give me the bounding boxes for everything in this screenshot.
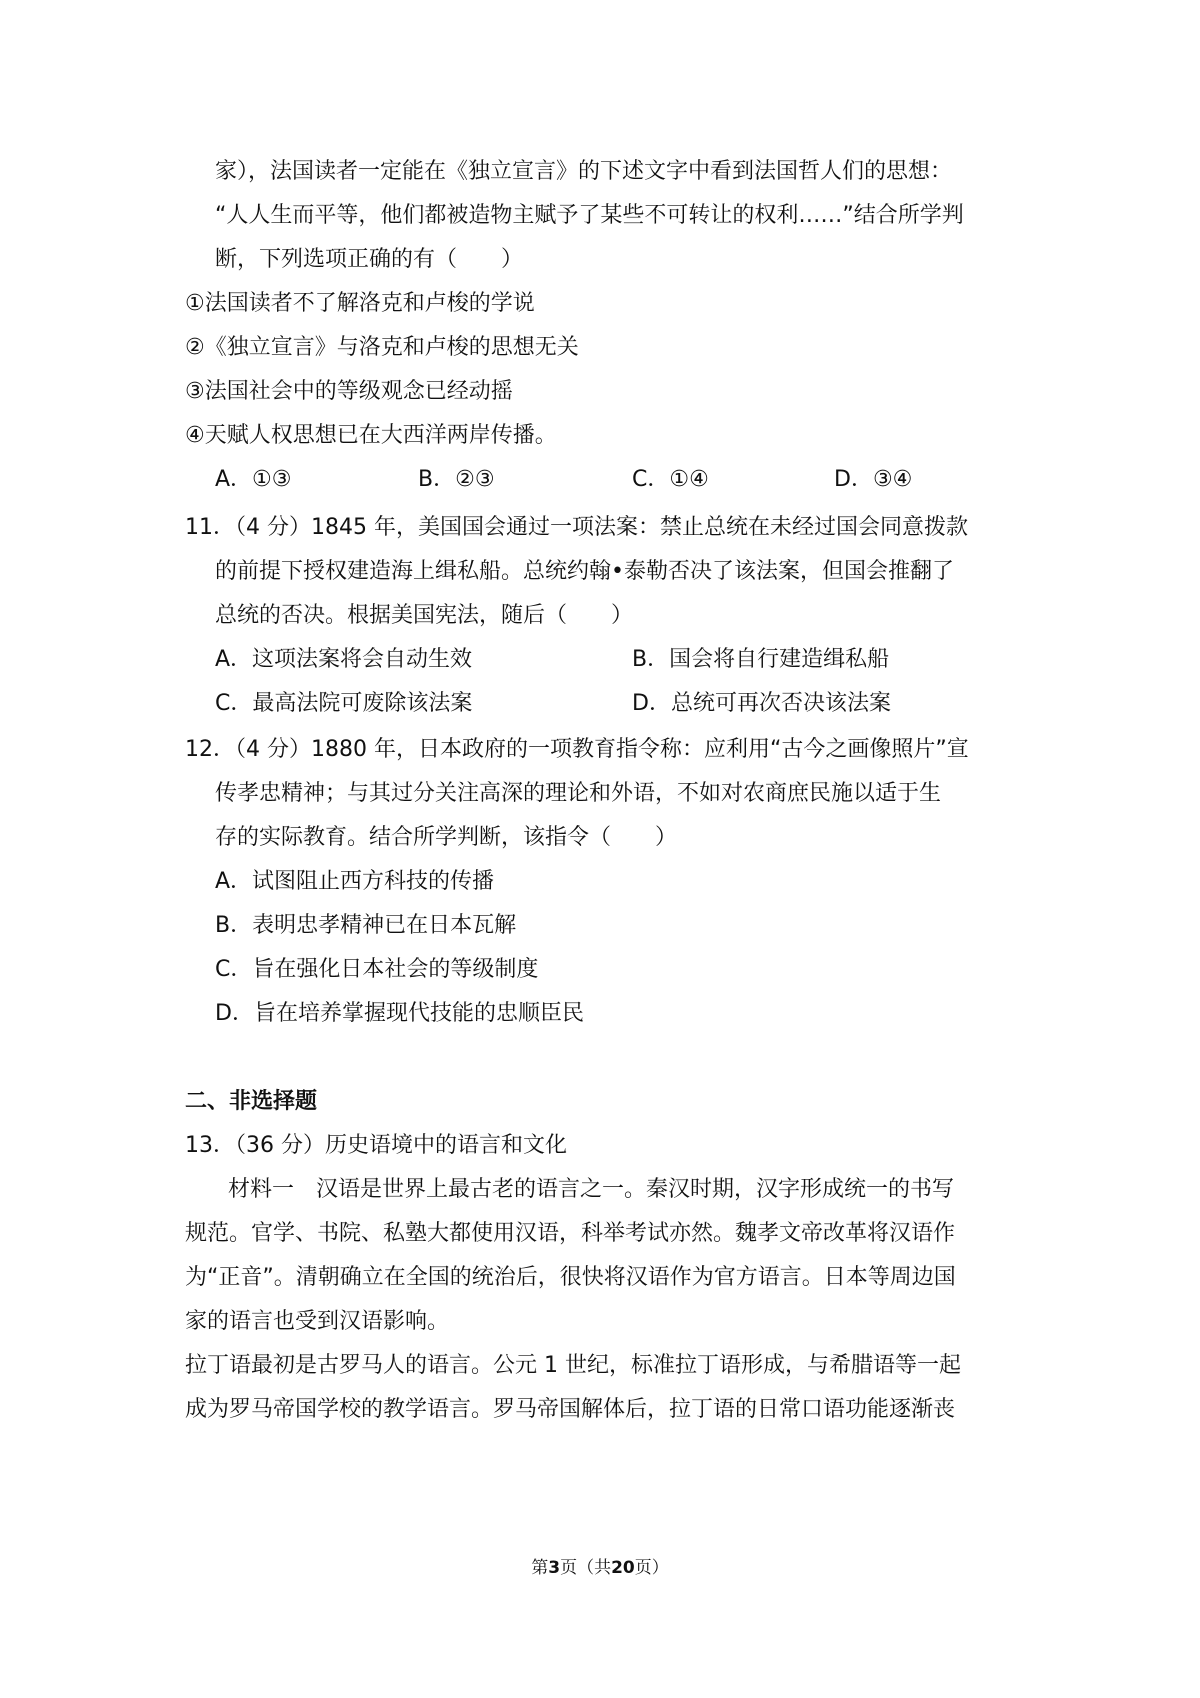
q10-option-a: A．①③ [215,467,292,492]
q10-option-c: C．①④ [632,467,709,492]
q12-option-b: B．表明忠孝精神已在日本瓦解 [215,913,517,938]
q11-stem-line-3: 总统的否决。根据美国宪法，随后（ ） [215,603,634,628]
total-page-count: 20 [611,1558,635,1578]
q10-statement-3: ③法国社会中的等级观念已经动摇 [185,379,513,404]
q13-material-1-line-1: 材料一 汉语是世界上最古老的语言之一。秦汉时期，汉字形成统一的书写 [228,1177,955,1202]
q10-stem-line-3: 断，下列选项正确的有（ ） [215,247,524,272]
q11-stem-line-1: 11．（4 分）1845 年，美国国会通过一项法案：禁止总统在未经过国会同意拨款 [185,515,968,540]
q10-stem-line-1: 家），法国读者一定能在《独立宣言》的下述文字中看到法国哲人们的思想： [215,159,953,184]
q13-material-1-line-4: 家的语言也受到汉语影响。 [185,1309,450,1334]
q10-statement-2: ②《独立宣言》与洛克和卢梭的思想无关 [185,335,579,360]
q12-option-d: D．旨在培养掌握现代技能的忠顺臣民 [215,1001,584,1026]
q13-material-1-line-3: 为“正音”。清朝确立在全国的统治后，很快将汉语作为官方语言。日本等周边国 [185,1265,956,1290]
q13-material-2-line-1: 拉丁语最初是古罗马人的语言。公元 1 世纪，标准拉丁语形成，与希腊语等一起 [185,1353,961,1378]
q12-option-c: C．旨在强化日本社会的等级制度 [215,957,539,982]
q12-stem-line-1: 12．（4 分）1880 年，日本政府的一项教育指令称：应利用“古今之画像照片”宣 [185,737,969,762]
current-page-number: 3 [548,1558,561,1578]
footer-suffix: 页） [634,1558,669,1578]
q12-stem-line-3: 存的实际教育。结合所学判断，该指令（ ） [215,825,678,850]
q12-stem-line-2: 传孝忠精神；与其过分关注高深的理论和外语，不如对农商庶民施以适于生 [215,781,942,806]
q11-option-b: B．国会将自行建造缉私船 [632,647,890,672]
q13-title: 13．（36 分）历史语境中的语言和文化 [185,1133,567,1158]
q10-stem-line-2: “人人生而平等，他们都被造物主赋予了某些不可转让的权利……”结合所学判 [215,203,964,228]
q11-stem-line-2: 的前提下授权建造海上缉私船。总统约翰•泰勒否决了该法案，但国会推翻了 [215,559,954,584]
q10-statement-4: ④天赋人权思想已在大西洋两岸传播。 [185,423,557,448]
q10-option-b: B．②③ [418,467,495,492]
q13-material-2-line-2: 成为罗马帝国学校的教学语言。罗马帝国解体后，拉丁语的日常口语功能逐渐丧 [185,1397,956,1422]
footer-middle: 页（共 [560,1558,612,1578]
q11-option-d: D．总统可再次否决该法案 [632,691,891,716]
q13-material-1-line-2: 规范。官学、书院、私塾大都使用汉语，科举考试亦然。魏孝文帝改革将汉语作 [185,1221,956,1246]
q12-option-a: A．试图阻止西方科技的传播 [215,869,495,894]
q11-option-c: C．最高法院可废除该法案 [215,691,473,716]
page-footer [0,1555,1200,1581]
q10-option-d: D．③④ [834,467,913,492]
footer-prefix: 第 [531,1558,549,1578]
q10-statement-1: ①法国读者不了解洛克和卢梭的学说 [185,291,535,316]
q11-option-a: A．这项法案将会自动生效 [215,647,473,672]
section-title: 二、非选择题 [185,1089,318,1114]
